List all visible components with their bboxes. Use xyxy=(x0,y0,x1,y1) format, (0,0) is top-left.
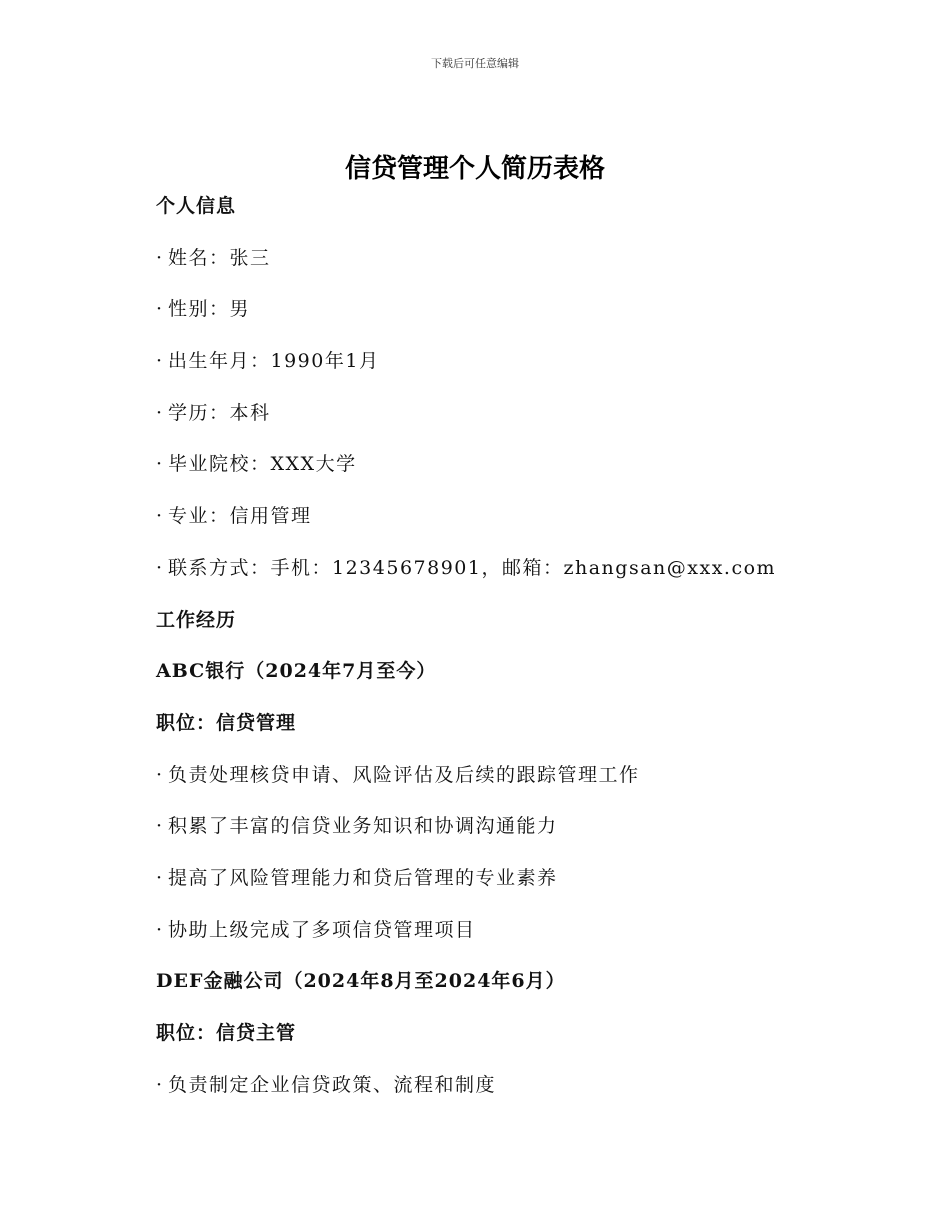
bullet-mark: · xyxy=(156,866,164,889)
job-company-def: DEF金融公司（2024年8月至2024年6月） xyxy=(156,970,566,993)
duty-text: 提高了风险管理能力和贷后管理的专业素养 xyxy=(168,866,558,889)
duty-text: 积累了丰富的信贷业务知识和协调沟通能力 xyxy=(168,815,558,838)
resume-body xyxy=(156,189,856,1119)
bullet-mark: · xyxy=(156,350,164,373)
page-header-note: 下载后可任意编辑 xyxy=(431,57,519,70)
bullet-mark: · xyxy=(156,505,164,528)
info-item-major xyxy=(156,499,856,551)
info-item-contact xyxy=(156,551,856,603)
duty-text: 协助上级完成了多项信贷管理项目 xyxy=(168,918,476,941)
info-item-text: 专业：信用管理 xyxy=(168,505,312,528)
info-item-text: 联系方式：手机：12345678901，邮箱：zhangsan@xxx.com xyxy=(168,556,777,579)
info-item-birth-date xyxy=(156,344,856,396)
bullet-mark: · xyxy=(156,763,164,786)
info-item-name xyxy=(156,241,856,293)
bullet-mark: · xyxy=(156,815,164,838)
job-position-abc: 职位：信贷管理 xyxy=(156,711,297,734)
info-item-text: 出生年月：1990年1月 xyxy=(168,350,380,373)
duty-item xyxy=(156,809,856,861)
section-heading-personal-info: 个人信息 xyxy=(156,195,237,217)
duty-item xyxy=(156,861,856,913)
document-title: 信贷管理个人简历表格 xyxy=(344,154,605,184)
info-item-education xyxy=(156,396,856,448)
bullet-mark: · xyxy=(156,246,164,269)
bullet-mark: · xyxy=(156,556,164,579)
bullet-mark: · xyxy=(156,453,164,476)
duty-item xyxy=(156,758,856,810)
bullet-mark: · xyxy=(156,298,164,321)
info-item-school xyxy=(156,447,856,499)
duty-text: 负责处理核贷申请、风险评估及后续的跟踪管理工作 xyxy=(168,763,640,786)
bullet-mark: · xyxy=(156,1073,164,1096)
info-item-text: 姓名：张三 xyxy=(168,246,271,269)
info-item-gender xyxy=(156,292,856,344)
job-company-abc: ABC银行（2024年7月至今） xyxy=(156,660,437,683)
job-position-def: 职位：信贷主管 xyxy=(156,1022,297,1044)
section-heading-work-experience: 工作经历 xyxy=(156,608,237,631)
info-item-text: 学历：本科 xyxy=(168,401,271,424)
duty-text: 负责制定企业信贷政策、流程和制度 xyxy=(168,1073,497,1096)
info-item-text: 性别：男 xyxy=(168,298,251,321)
info-item-text: 毕业院校：XXX大学 xyxy=(168,453,357,476)
bullet-mark: · xyxy=(156,401,164,424)
duty-item xyxy=(156,1068,856,1120)
duty-item xyxy=(156,913,856,965)
bullet-mark: · xyxy=(156,918,164,941)
